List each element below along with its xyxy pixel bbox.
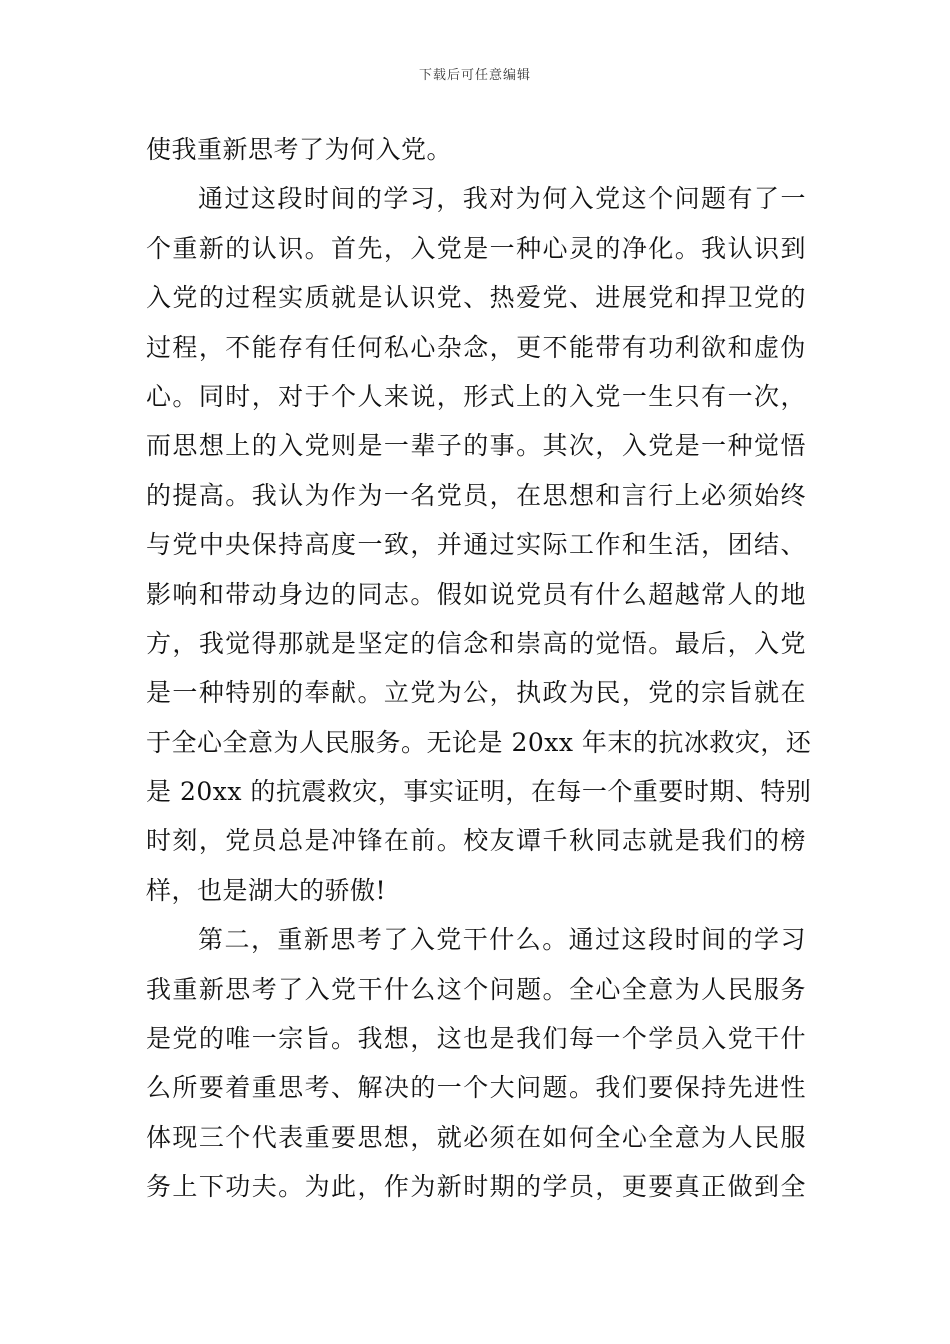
text-line: 么所要着重思考、解决的一个大问题。我们要保持先进性 bbox=[146, 1073, 806, 1103]
page-header: 下载后可任意编辑 bbox=[418, 68, 531, 83]
text-line: 入党的过程实质就是认识党、热爱党、进展党和捍卫党的 bbox=[146, 283, 806, 313]
text-line: 的提高。我认为作为一名党员，在思想和言行上必须始终 bbox=[146, 480, 806, 510]
text-line: 而思想上的入党则是一辈子的事。其次，入党是一种觉悟 bbox=[146, 431, 806, 461]
paragraph bbox=[146, 125, 806, 174]
text-line: 通过这段时间的学习，我对为何入党这个问题有了一 bbox=[198, 184, 806, 214]
document-body bbox=[146, 125, 812, 1212]
paragraph bbox=[146, 174, 812, 915]
text-line: 时刻，党员总是冲锋在前。校友谭千秋同志就是我们的榜 bbox=[146, 826, 806, 856]
text-line: 第二，重新思考了入党干什么。通过这段时间的学习 bbox=[198, 925, 806, 955]
text-line: 是党的唯一宗旨。我想，这也是我们每一个学员入党干什 bbox=[146, 1024, 806, 1054]
text-line: 与党中央保持高度一致，并通过实际工作和生活，团结、 bbox=[146, 530, 806, 560]
text-line: 方，我觉得那就是坚定的信念和崇高的觉悟。最后，入党 bbox=[146, 628, 806, 658]
text-line: 过程，不能存有任何私心杂念，更不能带有功利欲和虚伪 bbox=[146, 332, 806, 362]
text-line: 个重新的认识。首先，入党是一种心灵的净化。我认识到 bbox=[146, 233, 806, 263]
text-line: 使我重新思考了为何入党。 bbox=[146, 135, 453, 164]
text-line: 体现三个代表重要思想，就必须在如何全心全意为人民服 bbox=[146, 1122, 806, 1152]
text-line: 我重新思考了入党干什么这个问题。全心全意为人民服务 bbox=[146, 974, 806, 1004]
text-line: 样，也是湖大的骄傲! bbox=[146, 875, 387, 905]
text-line: 心。同时，对于个人来说，形式上的入党一生只有一次， bbox=[146, 381, 806, 411]
text-line: 是 20xx 的抗震救灾，事实证明，在每一个重要时期、特别 bbox=[146, 777, 812, 807]
text-line: 影响和带动身边的同志。假如说党员有什么超越常人的地 bbox=[146, 579, 806, 609]
text-line: 是一种特别的奉献。立党为公，执政为民，党的宗旨就在 bbox=[146, 678, 806, 708]
paragraph bbox=[146, 915, 806, 1211]
text-line: 务上下功夫。为此，作为新时期的学员，更要真正做到全 bbox=[146, 1172, 806, 1202]
text-line: 于全心全意为人民服务。无论是 20xx 年末的抗冰救灾，还 bbox=[146, 727, 812, 757]
